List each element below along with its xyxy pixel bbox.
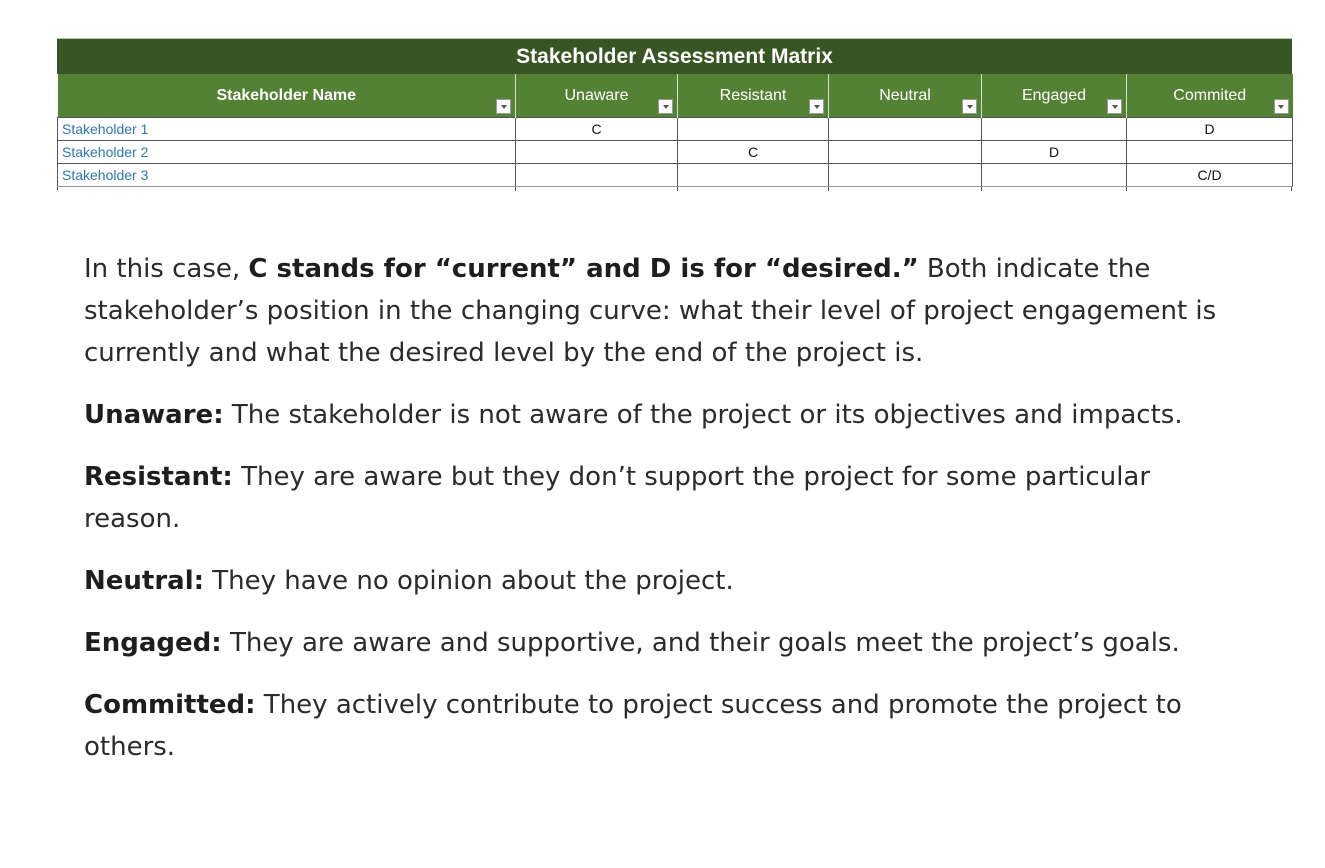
- explanation-text: [84, 248, 1244, 788]
- definition-term: Unaware:: [84, 400, 224, 430]
- filter-dropdown-icon[interactable]: [1274, 99, 1289, 114]
- table-cell[interactable]: [678, 118, 829, 141]
- table-cell[interactable]: C/D: [1127, 164, 1293, 187]
- table-cell[interactable]: [678, 164, 829, 187]
- table-cell[interactable]: D: [1127, 118, 1293, 141]
- table-row: [58, 118, 1293, 141]
- table-cell[interactable]: [982, 118, 1127, 141]
- column-header-label: Resistant: [719, 86, 787, 104]
- filter-dropdown-icon[interactable]: [658, 99, 673, 114]
- table-cell[interactable]: [982, 164, 1127, 187]
- column-header-label: Commited: [1173, 86, 1247, 104]
- definition-unaware: Unaware: The stakeholder is not aware of the project or its objectives and impacts.: [84, 400, 1183, 430]
- filter-dropdown-icon[interactable]: [1107, 99, 1122, 114]
- table-cell[interactable]: [829, 118, 982, 141]
- stakeholder-name-cell[interactable]: Stakeholder 2: [58, 141, 516, 164]
- table-cell[interactable]: [829, 141, 982, 164]
- column-header-name: [58, 74, 516, 118]
- table-cell[interactable]: C: [678, 141, 829, 164]
- matrix-title: Stakeholder Assessment Matrix: [57, 38, 1292, 74]
- definition-engaged: Engaged: They are aware and supportive, and their goals meet the project’s goals.: [84, 628, 1180, 658]
- column-header-committed: [1127, 74, 1293, 118]
- column-header-engaged: [982, 74, 1127, 118]
- stakeholder-name-cell[interactable]: Stakeholder 1: [58, 118, 516, 141]
- column-header-neutral: [829, 74, 982, 118]
- definition-term: Engaged:: [84, 628, 222, 658]
- stakeholder-name-cell[interactable]: Stakeholder 3: [58, 164, 516, 187]
- definition-term: Resistant:: [84, 462, 233, 492]
- table-cell[interactable]: [829, 164, 982, 187]
- definition-committed: Committed: They actively contribute to project success and promote the project to others.: [84, 690, 1182, 762]
- table-cell[interactable]: D: [982, 141, 1127, 164]
- table-cell[interactable]: [516, 141, 678, 164]
- intro-paragraph: In this case, C stands for “current” and D is for “desired.” Both indicate the stakeholder’s position in the changing curve: what their level of project engagement is currently and what the desired level by the end of the project is.: [84, 254, 1217, 368]
- definition-neutral: Neutral: They have no opinion about the project.: [84, 566, 734, 596]
- column-header-label: Neutral: [879, 86, 931, 104]
- table-row: [58, 164, 1293, 187]
- table-cell[interactable]: [1127, 141, 1293, 164]
- column-header-label: Unaware: [564, 86, 629, 104]
- column-header-label: Stakeholder Name: [216, 86, 357, 104]
- table-cell[interactable]: C: [516, 118, 678, 141]
- table-cell[interactable]: [516, 164, 678, 187]
- matrix-table: [57, 74, 1293, 187]
- column-header-unaware: [516, 74, 678, 118]
- column-header-resistant: [678, 74, 829, 118]
- table-row: [58, 141, 1293, 164]
- filter-dropdown-icon[interactable]: [809, 99, 824, 114]
- definition-term: Neutral:: [84, 566, 205, 596]
- filter-dropdown-icon[interactable]: [496, 99, 511, 114]
- intro-bold: C stands for “current” and D is for “desired.”: [248, 254, 919, 284]
- table-edge: [57, 187, 1293, 190]
- stakeholder-matrix: [57, 38, 1292, 190]
- header-row: [58, 74, 1293, 118]
- definition-term: Committed:: [84, 690, 256, 720]
- definition-resistant: Resistant: They are aware but they don’t support the project for some particular reason.: [84, 462, 1151, 534]
- column-header-label: Engaged: [1021, 86, 1087, 104]
- filter-dropdown-icon[interactable]: [962, 99, 977, 114]
